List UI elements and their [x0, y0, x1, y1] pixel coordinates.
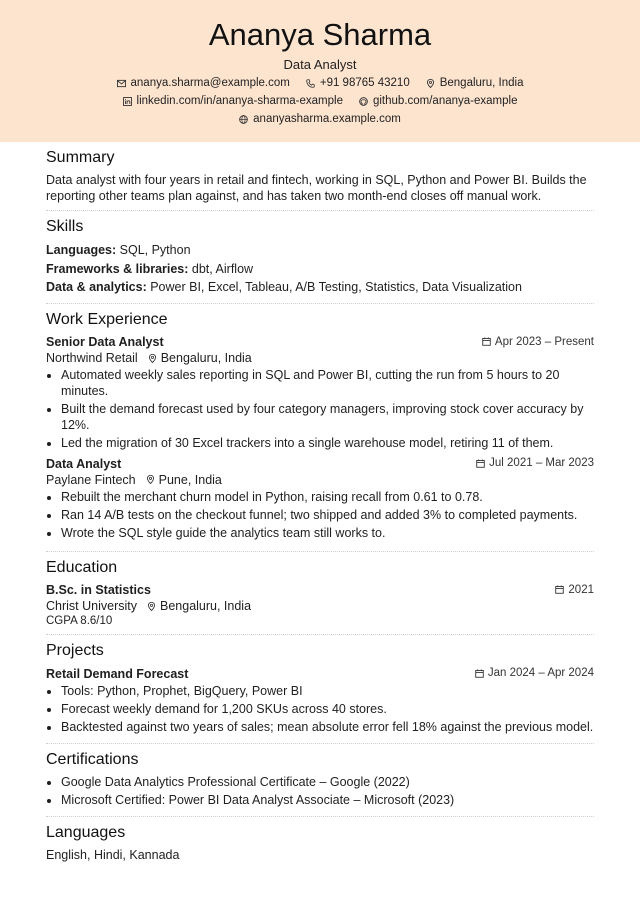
- company-name: Northwind Retail: [46, 351, 138, 365]
- project-dates-text: Jan 2024 – Apr 2024: [487, 667, 594, 679]
- candidate-name: Ananya Sharma: [208, 17, 432, 52]
- experience-title: Work Experience: [46, 310, 168, 328]
- job-dates-text: Jul 2021 – Mar 2023: [489, 457, 594, 469]
- phone-link[interactable]: [306, 75, 410, 91]
- email-text: ananya.sharma@example.com: [130, 77, 290, 89]
- summary-title: Summary: [46, 149, 115, 166]
- job-bullets: [46, 367, 594, 451]
- skill-value: Power BI, Excel, Tableau, A/B Testing, Statistics, Data Visualization: [150, 280, 522, 294]
- skill-value: SQL, Python: [119, 243, 191, 257]
- skill-category: Frameworks & libraries:: [46, 261, 189, 276]
- phone-icon: [306, 79, 315, 88]
- contact-row-secondary: [0, 93, 640, 109]
- job-dates-text: Apr 2023 – Present: [494, 335, 594, 348]
- github-link[interactable]: [359, 93, 517, 109]
- list-item: • Led the migration of 30 Excel trackers into a single warehouse model, retiring 11 of them.: [61, 435, 594, 451]
- list-item: • Rebuilt the merchant churn model in Python, raising recall from 0.61 to 0.78.: [61, 489, 594, 505]
- location-pin-icon: [146, 475, 155, 484]
- mail-icon: [117, 79, 126, 88]
- job-role: Senior Data Analyst: [46, 335, 164, 349]
- website-text: ananyasharma.example.com: [253, 113, 401, 125]
- linkedin-link[interactable]: [123, 93, 343, 109]
- degree-name: B.Sc. in Statistics: [46, 583, 151, 597]
- location-pin-icon: [148, 354, 157, 363]
- projects-title: Projects: [46, 642, 104, 659]
- skill-category: Languages:: [46, 243, 117, 257]
- location-pin-icon: [426, 79, 435, 88]
- education-year: [555, 582, 594, 598]
- languages-text: English, Hindi, Kannada: [46, 847, 180, 862]
- job-role: Data Analyst: [46, 456, 122, 471]
- resume-body: [0, 142, 640, 870]
- experience-entry: [46, 455, 594, 541]
- list-item: • Microsoft Certified: Power BI Data Analyst Associate – Microsoft (2023): [61, 792, 594, 808]
- list-item: • Backtested against two years of sales; mean absolute error fell 18% against the previous model.: [61, 719, 594, 735]
- github-text: github.com/ananya-example: [372, 95, 518, 107]
- certifications-section: [46, 750, 594, 817]
- job-location-text: Pune, India: [158, 472, 222, 487]
- job-bullets: [46, 489, 594, 541]
- languages-section: [46, 823, 594, 870]
- globe-icon: [239, 115, 248, 124]
- location-pin-icon: [147, 602, 156, 611]
- list-item: • Google Data Analytics Professional Certificate – Google (2022): [61, 774, 594, 790]
- experience-section: [46, 310, 594, 552]
- job-location: [146, 472, 222, 488]
- linkedin-icon: [123, 97, 132, 106]
- job-dates: [482, 334, 594, 350]
- skill-line: [46, 241, 594, 260]
- project-name: Retail Demand Forecast: [46, 666, 189, 681]
- calendar-icon: [482, 337, 491, 346]
- linkedin-text: linkedin.com/in/ananya-sharma-example: [136, 95, 343, 107]
- education-grade: CGPA 8.6/10: [46, 615, 113, 627]
- website-link[interactable]: [239, 111, 401, 127]
- list-item: • Built the demand forecast used by four category managers, improving stock cover accuracy by 12%.: [61, 401, 594, 433]
- email-link[interactable]: [117, 75, 290, 91]
- candidate-headline: Data Analyst: [283, 57, 357, 72]
- contact-row-primary: [0, 75, 640, 91]
- list-item: • Automated weekly sales reporting in SQL and Power BI, cutting the run from 5 hours to 20 minutes.: [61, 367, 594, 399]
- resume-header: [0, 0, 640, 142]
- project-dates: [475, 665, 594, 681]
- skills-section: [46, 217, 594, 304]
- summary-section: [46, 148, 594, 211]
- languages-title: Languages: [46, 823, 126, 841]
- phone-text: +91 98765 43210: [319, 77, 410, 89]
- list-item: • Wrote the SQL style guide the analytics team still works to.: [61, 525, 594, 541]
- projects-section: [46, 641, 594, 744]
- skill-line: [46, 260, 594, 279]
- calendar-icon: [555, 585, 564, 594]
- contact-row-tertiary: [0, 111, 640, 127]
- header-location: [426, 75, 524, 91]
- calendar-icon: [475, 669, 484, 678]
- certifications-title: Certifications: [46, 750, 139, 768]
- job-location: [148, 350, 252, 366]
- list-item: • Tools: Python, Prophet, BigQuery, Power BI: [61, 683, 594, 699]
- school-name: Christ University: [46, 599, 137, 613]
- job-dates: [476, 455, 594, 471]
- education-title: Education: [46, 558, 118, 576]
- certification-list: [46, 774, 594, 808]
- skill-category: Data & analytics:: [46, 280, 147, 294]
- education-section: [46, 558, 594, 636]
- location-text: Bengaluru, India: [439, 77, 524, 89]
- school-location-text: Bengaluru, India: [160, 599, 252, 613]
- summary-text: Data analyst with four years in retail and fintech, working in SQL, Python and Power BI. Builds the reporting other teams plan against, and has taken two month-end closes off manual work.: [46, 173, 587, 203]
- project-bullets: [46, 683, 594, 735]
- education-year-text: 2021: [568, 583, 594, 596]
- experience-entry: [46, 334, 594, 452]
- skill-line: [46, 278, 594, 297]
- school-location: [147, 598, 251, 614]
- job-location-text: Bengaluru, India: [160, 351, 252, 365]
- github-icon: [359, 97, 368, 106]
- list-item: • Forecast weekly demand for 1,200 SKUs across 40 stores.: [61, 701, 594, 717]
- skills-title: Skills: [46, 218, 84, 235]
- company-name: Paylane Fintech: [46, 472, 136, 487]
- calendar-icon: [476, 459, 485, 468]
- list-item: • Ran 14 A/B tests on the checkout funnel; two shipped and added 3% to completed payments.: [61, 507, 594, 523]
- skill-value: dbt, Airflow: [191, 261, 254, 276]
